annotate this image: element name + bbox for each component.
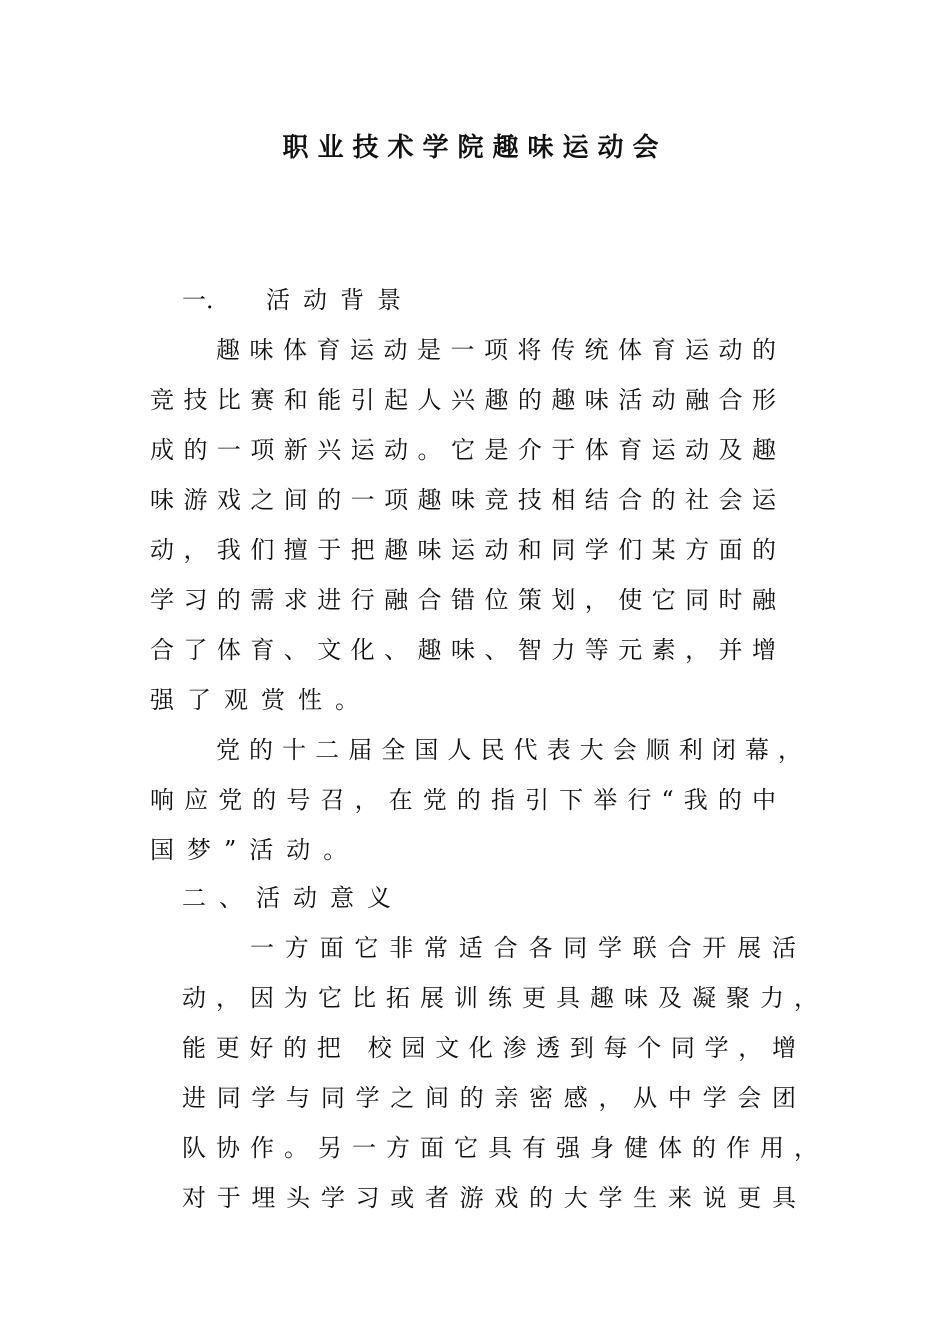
section-1-paragraph-1-line: 味游戏之间的一项趣味竞技相结合的社会运 [150,486,776,514]
section-1-paragraph-2-line: 响应党的号召，在党的指引下举行“我的中 [150,786,776,814]
section-1-paragraph-1-line: 动，我们擅于把趣味运动和同学们某方面的 [150,536,776,564]
section-1-heading: 活动背景 [266,286,414,314]
section-1-paragraph-1-line: 强了观赏性。 [150,686,372,714]
section-2-paragraph-1-line: 能更好的把 校园文化渗透到每个同学，增 [182,1034,796,1062]
section-1-paragraph-1-line: 成的一项新兴运动。它是介于体育运动及趣 [150,436,776,464]
section-2-paragraph-1-line: 一方面它非常适合各同学联合开展活 [250,934,796,962]
section-2-paragraph-1-line: 动，因为它比拓展训练更具趣味及凝聚力， [182,984,818,1012]
document-title: 职业技术学院趣味运动会 [282,133,668,163]
section-2-paragraph-1-line: 进同学与同学之间的亲密感，从中学会团 [182,1084,796,1112]
section-1-paragraph-2-line: 国梦”活动。 [150,836,361,864]
section-2-heading: 二、活动意义 [182,884,404,912]
section-1-paragraph-1-line: 合了体育、文化、趣味、智力等元素，并增 [150,636,776,664]
section-1-paragraph-1-line: 趣味体育运动是一项将传统体育运动的 [216,336,776,364]
section-2-paragraph-1-line: 队协作。另一方面它具有强身健体的作用， [182,1134,818,1162]
section-1-paragraph-2-line: 党的十二届全国人民代表大会顺利闭幕， [216,736,802,764]
section-1-number: 一． [182,286,230,314]
section-2-paragraph-1-line: 对于埋头学习或者游戏的大学生来说更具 [182,1184,796,1212]
section-1-paragraph-1-line: 竞技比赛和能引起人兴趣的趣味活动融合形 [150,386,776,414]
section-1-paragraph-1-line: 学习的需求进行融合错位策划，使它同时融 [150,586,776,614]
